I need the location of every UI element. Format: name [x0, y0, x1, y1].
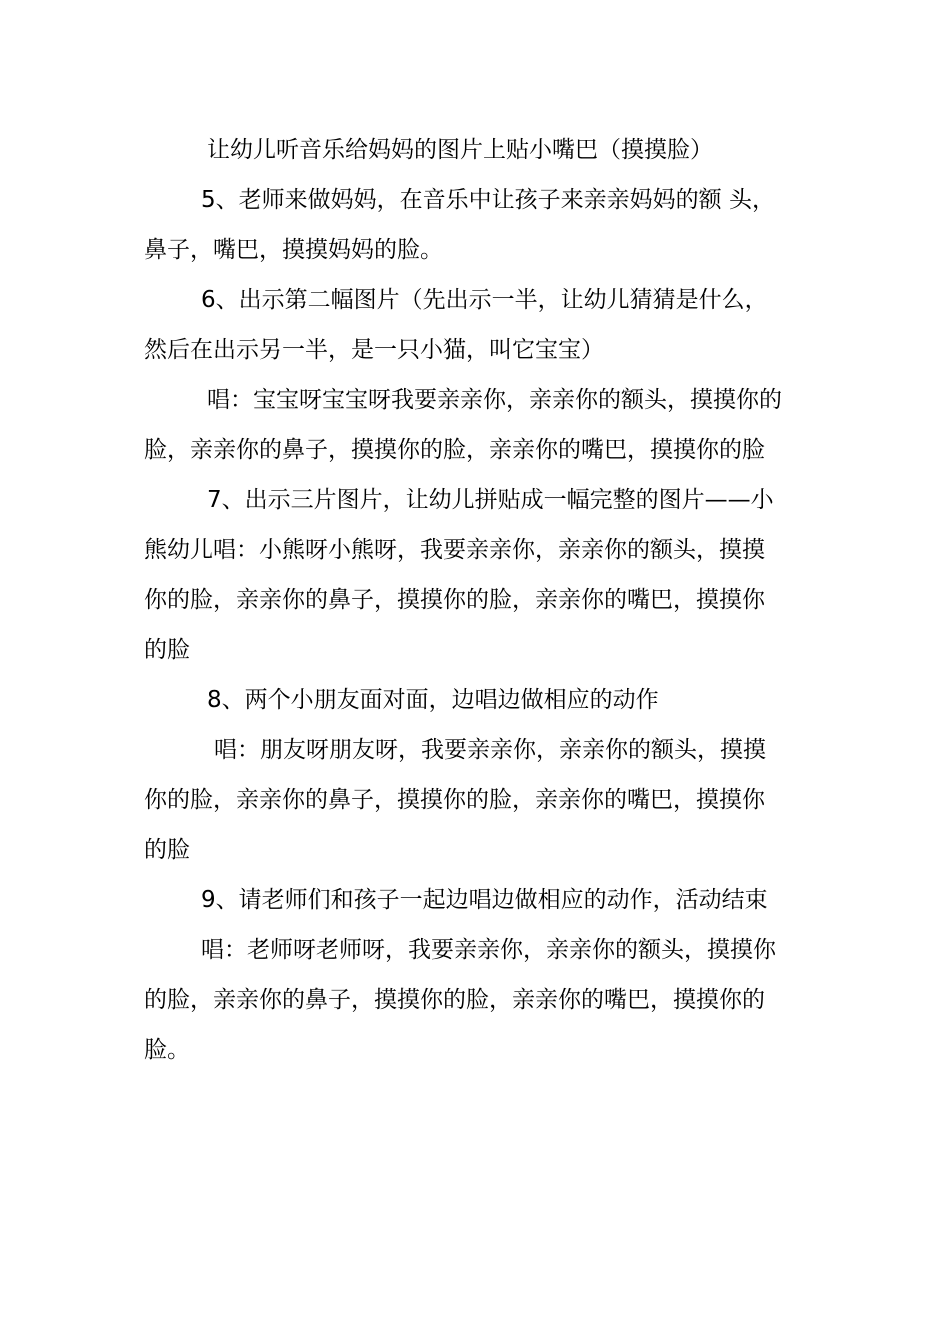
- text-line-4: 6、出示第二幅图片（先出示一半，让幼儿猜猜是什么，: [201, 287, 768, 313]
- text-line-18: 的脸，亲亲你的鼻子，摸摸你的脸，亲亲你的嘴巴，摸摸你的: [144, 987, 765, 1013]
- text-line-15: 的脸: [144, 837, 190, 863]
- text-line-12: 8、两个小朋友面对面，边唱边做相应的动作: [207, 687, 659, 713]
- text-line-2: 5、老师来做妈妈，在音乐中让孩子来亲亲妈妈的额 头，: [201, 187, 775, 213]
- text-line-17: 唱：老师呀老师呀，我要亲亲你，亲亲你的额头，摸摸你: [201, 937, 776, 963]
- text-line-5: 然后在出示另一半，是一只小猫，叫它宝宝）: [144, 337, 604, 363]
- text-line-11: 的脸: [144, 637, 190, 663]
- text-line-16: 9、请老师们和孩子一起边唱边做相应的动作，活动结束: [201, 887, 768, 913]
- text-line-9: 熊幼儿唱：小熊呀小熊呀，我要亲亲你，亲亲你的额头，摸摸: [144, 537, 765, 563]
- text-line-13: 唱：朋友呀朋友呀，我要亲亲你，亲亲你的额头，摸摸: [214, 737, 766, 763]
- text-line-19: 脸。: [144, 1037, 190, 1063]
- text-line-7: 脸，亲亲你的鼻子，摸摸你的脸，亲亲你的嘴巴，摸摸你的脸: [144, 437, 765, 463]
- text-line-14: 你的脸，亲亲你的鼻子，摸摸你的脸，亲亲你的嘴巴，摸摸你: [144, 787, 765, 813]
- text-line-1: 让幼儿听音乐给妈妈的图片上贴小嘴巴（摸摸脸）: [207, 137, 713, 163]
- text-line-8: 7、出示三片图片，让幼儿拼贴成一幅完整的图片——小: [207, 487, 774, 513]
- text-line-6: 唱：宝宝呀宝宝呀我要亲亲你，亲亲你的额头，摸摸你的: [207, 387, 782, 413]
- text-line-10: 你的脸，亲亲你的鼻子，摸摸你的脸，亲亲你的嘴巴，摸摸你: [144, 587, 765, 613]
- text-line-3: 鼻子，嘴巴，摸摸妈妈的脸。: [144, 237, 443, 263]
